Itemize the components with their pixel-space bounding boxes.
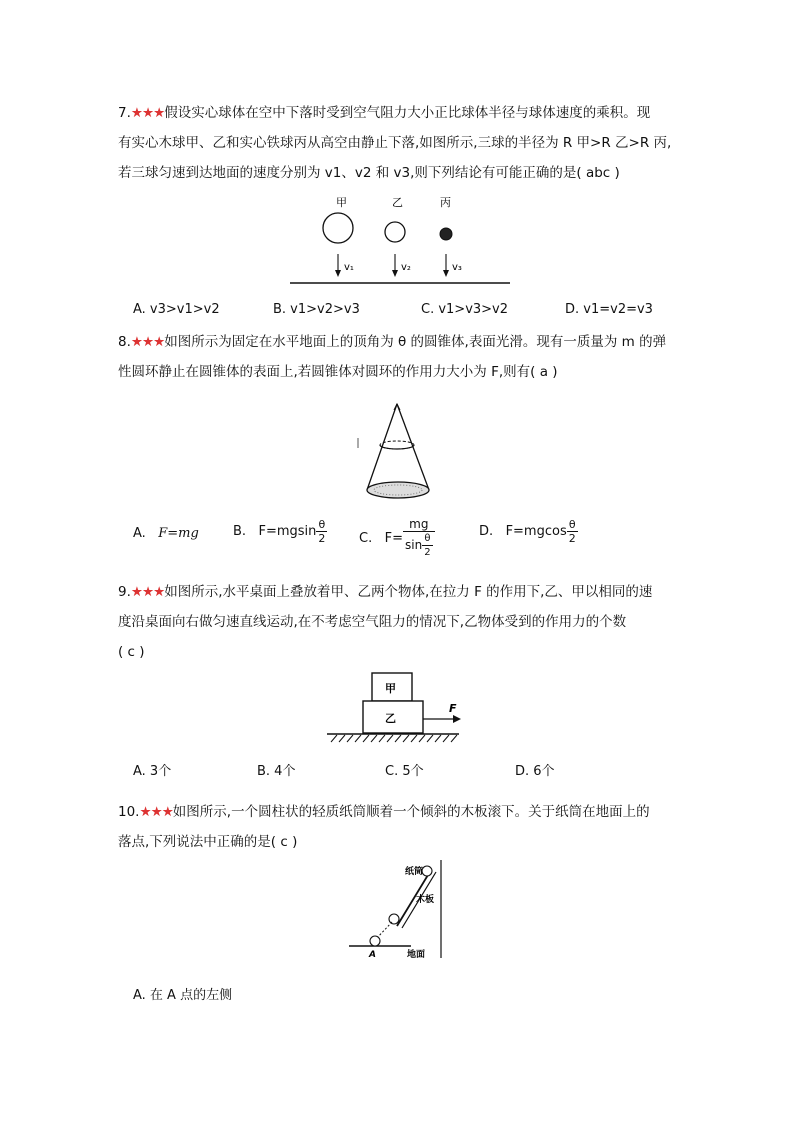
question-9-line-2: 度沿桌面向右做匀速直线运动,在不考虑空气阻力的情况下,乙物体受到的作用力的个数	[118, 614, 627, 630]
question-7-line-2: 有实心木球甲、乙和实心铁球丙从高空由静止下落,如图所示,三球的半径为 R 甲>R 乙>R 丙,	[118, 135, 672, 151]
question-text: 如图所示为固定在水平地面上的顶角为 θ 的圆锥体,表面光滑。现有一质量为 m 的弹	[164, 334, 667, 350]
question-8	[118, 327, 678, 387]
sphere-bing	[440, 228, 452, 240]
option-d[interactable]: D. F=mgcos $\frac{\theta}{2}$	[479, 518, 576, 545]
label-v1: v₁	[344, 262, 354, 273]
option-c[interactable]: C. v1>v3>v2	[421, 302, 509, 317]
question-text: 如图所示,一个圆柱状的轻质纸筒顺着一个倾斜的木板滚下。关于纸筒在地面上的	[172, 804, 650, 820]
question-7-line-1	[118, 98, 678, 128]
difficulty-stars: ★★★	[130, 105, 165, 121]
label-board: 木板	[416, 895, 435, 905]
tube-top	[422, 866, 432, 876]
label-point-a: A	[369, 950, 376, 960]
option-b[interactable]: B. 4个	[257, 764, 296, 779]
question-9	[118, 577, 678, 667]
option-b[interactable]: B. v1>v2>v3	[273, 302, 360, 317]
tube-bottom-of-board	[389, 914, 399, 924]
question-number: 9.	[118, 584, 131, 600]
sphere-yi	[385, 222, 405, 242]
trajectory	[376, 922, 392, 939]
question-text: 假设实心球体在空中下落时受到空气阻力大小正比球体半径与球体速度的乘积。现	[164, 105, 651, 121]
question-8-options	[133, 516, 653, 564]
question-10-line-2: 落点,下列说法中正确的是( c )	[118, 834, 298, 850]
question-10-line-1	[118, 797, 678, 827]
falling-spheres-diagram	[280, 192, 520, 288]
cone-diagram	[350, 398, 450, 508]
option-d[interactable]: D. 6个	[515, 764, 555, 779]
label-force: F	[449, 702, 457, 715]
label-yi: 乙	[392, 196, 403, 209]
difficulty-stars: ★★★	[139, 804, 173, 820]
cone-base	[367, 482, 429, 498]
option-a[interactable]: A. 3个	[133, 764, 172, 779]
option-c[interactable]: C. F= mg sin $\frac{\theta}{2}$	[359, 518, 435, 559]
question-7	[118, 98, 678, 188]
option-c[interactable]: C. 5个	[385, 764, 424, 779]
question-number: 7.	[118, 105, 131, 121]
difficulty-stars: ★★★	[130, 584, 165, 600]
inclined-board-diagram	[345, 858, 457, 964]
question-9-line-3: ( c )	[118, 644, 145, 660]
question-number: 8.	[118, 334, 131, 350]
option-a[interactable]: A. v3>v1>v2	[133, 302, 220, 317]
option-a[interactable]: A. 在 A 点的左侧	[133, 988, 233, 1003]
question-number: 10.	[118, 804, 140, 820]
label-v2: v₂	[401, 262, 411, 273]
question-8-line-1	[118, 327, 678, 357]
stacked-blocks-diagram	[325, 668, 465, 748]
option-d[interactable]: D. v1=v2=v3	[565, 302, 653, 317]
option-a[interactable]: A. F=mg	[133, 526, 199, 541]
difficulty-stars: ★★★	[130, 334, 165, 350]
question-7-line-3: 若三球匀速到达地面的速度分别为 v1、v2 和 v3,则下列结论有可能正确的是( abc )	[118, 165, 620, 181]
label-tube: 纸筒	[405, 867, 424, 877]
label-block-yi: 乙	[385, 712, 396, 725]
label-jia: 甲	[336, 196, 347, 209]
question-10	[118, 797, 678, 857]
label-v3: v₃	[452, 262, 462, 273]
label-bing: 丙	[440, 196, 451, 209]
sphere-jia	[323, 213, 353, 243]
option-b[interactable]: B. F=mgsin $\frac{\theta}{2}$	[233, 518, 326, 545]
label-block-jia: 甲	[385, 682, 396, 695]
question-9-line-1	[118, 577, 678, 607]
question-text: 如图所示,水平桌面上叠放着甲、乙两个物体,在拉力 F 的作用下,乙、甲以相同的速	[164, 584, 653, 600]
question-8-line-2: 性圆环静止在圆锥体的表面上,若圆锥体对圆环的作用力大小为 F,则有( a )	[118, 364, 558, 380]
tube-landing	[370, 936, 380, 946]
label-ground: 地面	[407, 950, 426, 960]
